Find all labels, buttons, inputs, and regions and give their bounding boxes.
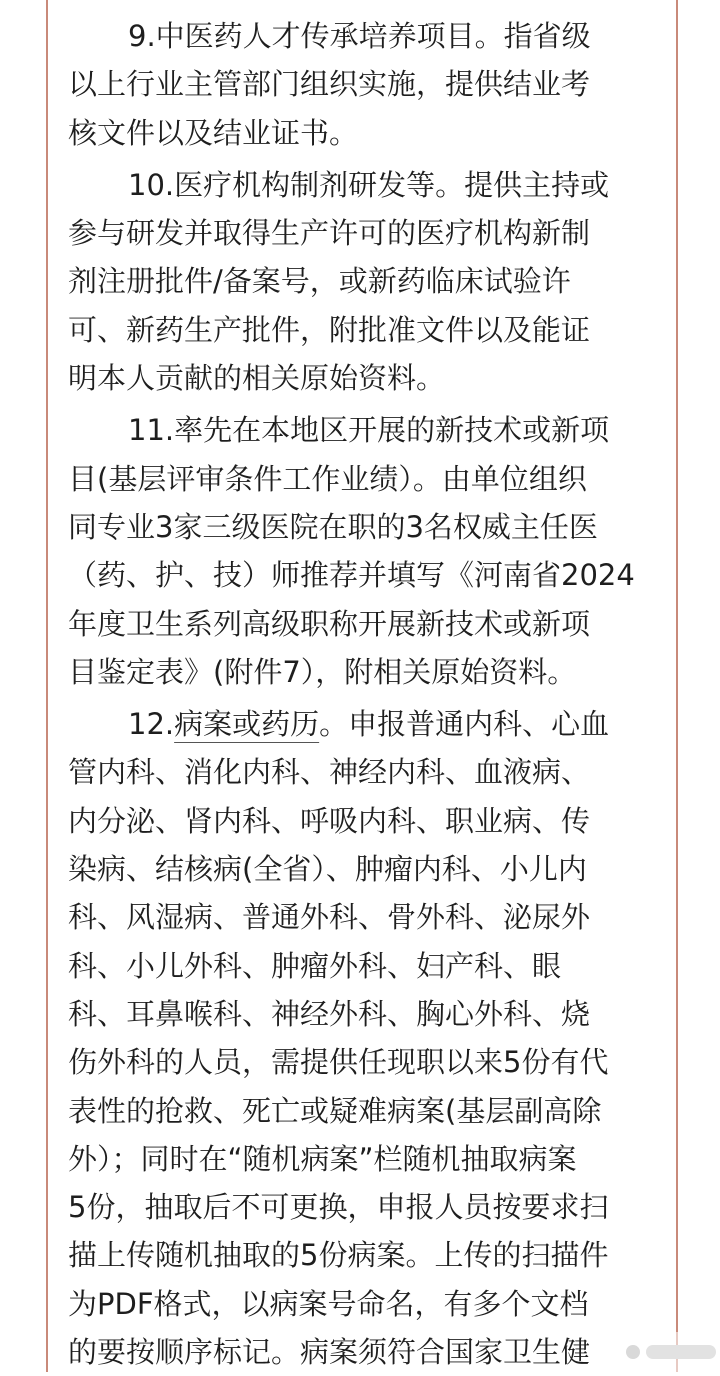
text-line: 目(基层评审条件工作业绩）。由单位组织 — [68, 461, 587, 496]
document-body — [68, 12, 658, 1376]
text-line: （药、护、技）师推荐并填写《河南省2024 — [68, 558, 635, 593]
paragraph-10 — [68, 161, 658, 402]
text-line: 明本人贡献的相关原始资料。 — [68, 361, 446, 396]
text-line: 9.中医药人才传承培养项目。指省级 — [128, 19, 591, 53]
page-border-left — [46, 0, 48, 1372]
item-number: 12. — [128, 707, 175, 742]
text-line: 表性的抢救、死亡或疑难病案(基层副高除 — [68, 1093, 602, 1128]
underlined-term: 病案或药历 — [174, 707, 320, 742]
text-line: 参与研发并取得生产许可的医疗机构新制 — [68, 216, 591, 251]
text-fragment: 。申报普通内科、心血 — [319, 707, 610, 742]
watermark-text-blur — [646, 1345, 716, 1359]
text-line: 管内科、消化内科、神经内科、血液病、 — [68, 755, 591, 790]
text-line: 剂注册批件/备案号，或新药临床试验许 — [68, 264, 571, 299]
paragraph-12 — [68, 700, 658, 1376]
text-line: 核文件以及结业证书。 — [68, 115, 359, 150]
text-line: 科、小儿外科、肿瘤外科、妇产科、眼 — [68, 948, 562, 983]
watermark-logo-icon — [626, 1345, 640, 1359]
text-line: 11.率先在本地区开展的新技术或新项 — [128, 413, 610, 448]
text-line: 内分泌、肾内科、呼吸内科、职业病、传 — [68, 803, 591, 838]
text-line: 10.医疗机构制剂研发等。提供主持或 — [128, 167, 610, 202]
text-line: 5份，抽取后不可更换，申报人员按要求扫 — [68, 1190, 609, 1225]
text-line: 目鉴定表》(附件7），附相关原始资料。 — [68, 654, 577, 689]
paragraph-11 — [68, 406, 658, 696]
text-line: 年度卫生系列高级职称开展新技术或新项 — [68, 606, 591, 641]
paragraph-9 — [68, 12, 658, 157]
text-line: 为PDF格式，以病案号命名，有多个文档 — [68, 1286, 589, 1321]
text-line: 可、新药生产批件，附批准文件以及能证 — [68, 312, 591, 347]
text-line: 同专业3家三级医院在职的3名权威主任医 — [68, 509, 598, 544]
page-border-right — [676, 0, 678, 1372]
text-line: 伤外科的人员，需提供任现职以来5份有代 — [68, 1045, 609, 1080]
text-line: 以上行业主管部门组织实施，提供结业考 — [68, 67, 591, 102]
text-line: 科、耳鼻喉科、神经外科、胸心外科、烧 — [68, 996, 591, 1031]
text-line: 的要按顺序标记。病案须符合国家卫生健 — [68, 1335, 591, 1370]
text-line: 外）；同时在“随机病案”栏随机抽取病案 — [68, 1141, 577, 1176]
watermark — [596, 1332, 716, 1372]
text-line: 描上传随机抽取的5份病案。上传的扫描件 — [68, 1238, 609, 1273]
text-line: 染病、结核病(全省）、肿瘤内科、小儿内 — [68, 852, 587, 887]
text-line — [68, 700, 658, 748]
text-line: 科、风湿病、普通外科、骨外科、泌尿外 — [68, 900, 591, 935]
